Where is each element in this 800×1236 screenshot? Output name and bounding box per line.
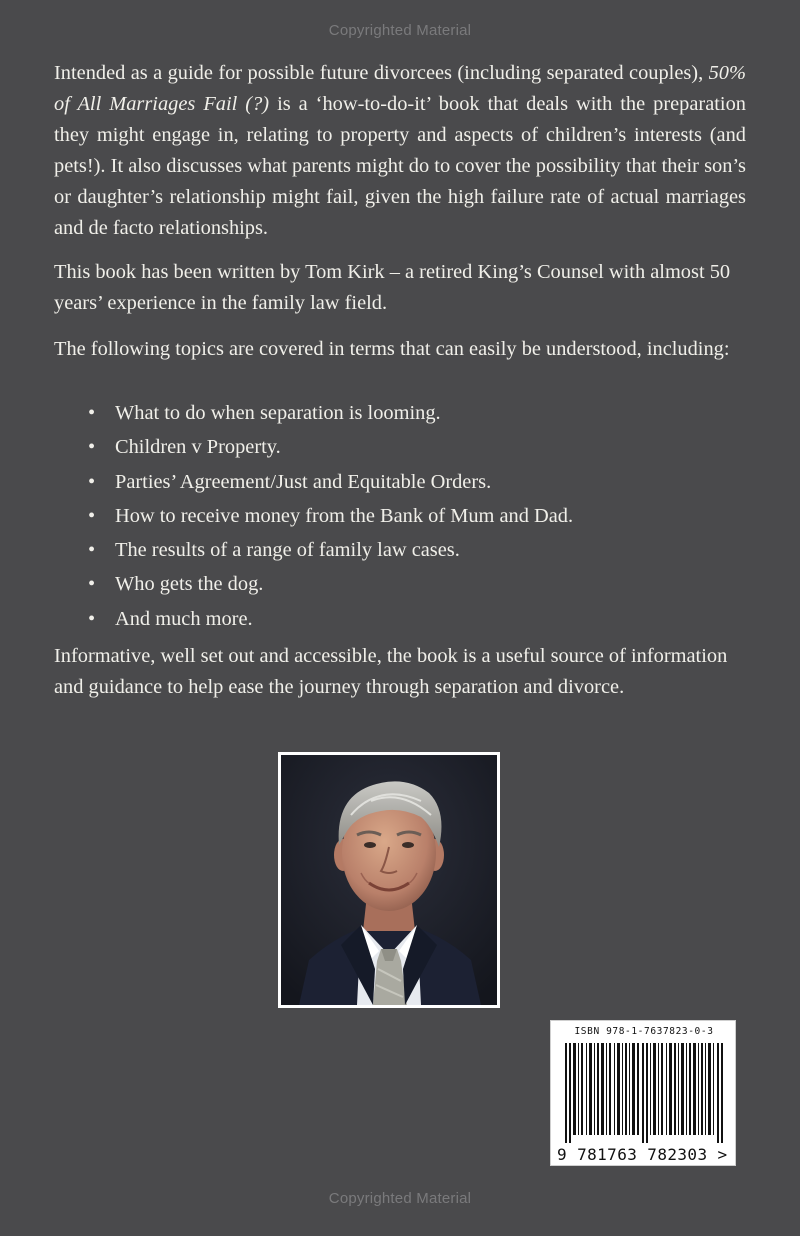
- bullet-icon: •: [88, 402, 96, 424]
- bullet-icon: •: [88, 607, 96, 630]
- topic-text: What to do when separation is looming.: [115, 402, 441, 424]
- list-item: [88, 602, 728, 636]
- list-item: [88, 396, 728, 430]
- topic-text: How to receive money from the Bank of Mum and Dad.: [115, 504, 574, 527]
- topic-text: Parties’ Agreement/Just and Equitable Orders.: [115, 470, 492, 493]
- bullet-icon: •: [88, 436, 96, 459]
- intro-text-end: is a ‘how-to-do-it’ book that deals with the preparation they might engage in, relating to property and aspects of children’s interests (and pets!). It also discusses what parents might do to cover the possibility that their son’s or daughter’s relationship might fail, given the high failure rate of actual marriages and de facto relationships.: [54, 93, 746, 239]
- list-item: [88, 430, 728, 464]
- bullet-icon: •: [88, 470, 96, 493]
- topics-list: [88, 396, 728, 636]
- list-item: [88, 465, 728, 499]
- isbn-label: ISBN 978-1-7637823-0-3: [574, 1026, 714, 1037]
- blurb-paragraph-closing: Informative, well set out and accessible, the book is a useful source of information and guidance to help ease the journey through separation and divorce.: [54, 645, 728, 698]
- list-item: [88, 499, 728, 533]
- barcode-digits: 9 781763 782303 >: [557, 1145, 728, 1164]
- list-item: [88, 533, 728, 567]
- bullet-icon: •: [88, 573, 96, 596]
- bullet-icon: •: [88, 504, 96, 527]
- book-title-italic: 50% of All Marriages Fail (?): [54, 62, 746, 115]
- topic-text: And much more.: [115, 607, 253, 630]
- blurb-paragraph-intro: [54, 58, 746, 244]
- topic-text: The results of a range of family law cases.: [115, 539, 460, 562]
- author-portrait-icon: [281, 755, 497, 1005]
- author-photo: [278, 752, 500, 1008]
- bullet-icon: •: [88, 539, 96, 562]
- watermark-top: Copyrighted Material: [328, 22, 472, 39]
- blurb-paragraph-author: This book has been written by Tom Kirk – a retired King’s Counsel with almost 50 years’ experience in the family law field.: [54, 261, 731, 314]
- topic-text: Children v Property.: [115, 436, 281, 459]
- watermark-bottom: Copyrighted Material: [328, 1190, 472, 1207]
- topic-text: Who gets the dog.: [115, 573, 264, 596]
- blurb-paragraph-topics-intro: The following topics are covered in terms that can easily be understood, including:: [54, 338, 730, 360]
- list-item: [88, 567, 728, 601]
- barcode-bars-icon: [559, 1043, 729, 1143]
- intro-text-start: Intended as a guide for possible future divorcees (including separated couples),: [54, 62, 709, 84]
- isbn-barcode: [550, 1020, 736, 1166]
